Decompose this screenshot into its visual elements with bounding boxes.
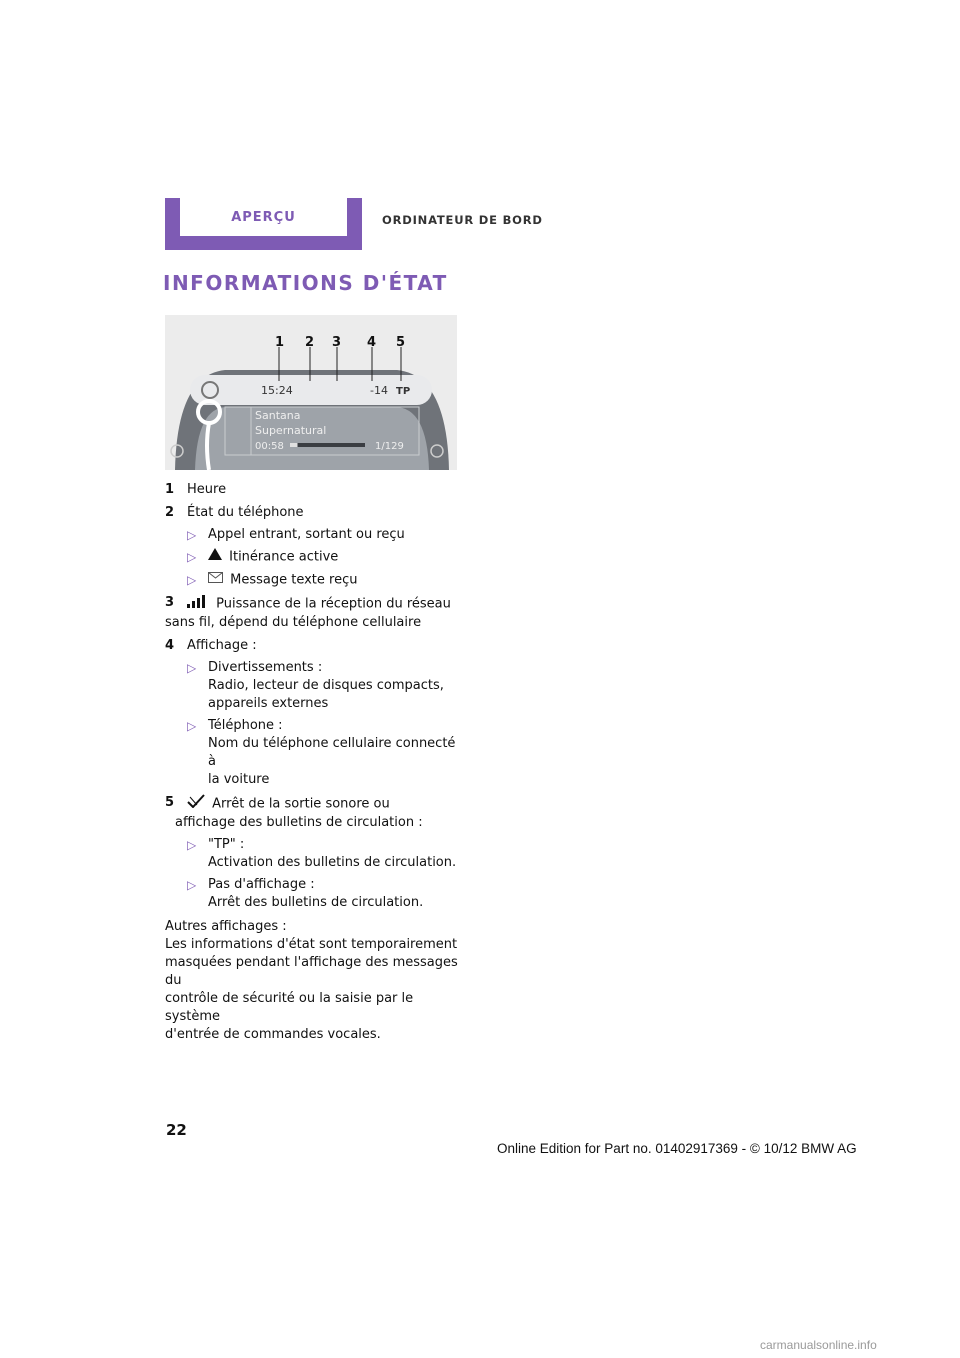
sub-item xyxy=(187,548,465,567)
watermark: carmanualsonline.info xyxy=(760,1338,877,1352)
status-time: 15:24 xyxy=(261,384,293,397)
arrow-icon: ▷ xyxy=(187,572,197,587)
item-number: 3 xyxy=(165,595,175,610)
other-line: masquées pendant l'affichage des messages du xyxy=(165,955,458,988)
display-illustration xyxy=(165,315,457,470)
sub-item xyxy=(187,717,465,789)
header-section-label: ORDINATEUR DE BORD xyxy=(382,213,543,227)
track-elapsed: 00:58 xyxy=(255,441,284,452)
other-line: Les informations d'état sont temporairement xyxy=(165,937,458,952)
track-album: Supernatural xyxy=(255,424,327,437)
sub-item xyxy=(187,526,465,544)
status-outside-value: -14 xyxy=(370,384,388,397)
page-number: 22 xyxy=(166,1121,187,1139)
sub-item-line: Arrêt des bulletins de circulation. xyxy=(208,895,424,910)
arrow-icon: ▷ xyxy=(187,878,197,892)
callout-4: 4 xyxy=(367,335,377,350)
sub-item-line: Radio, lecteur de disques compacts, xyxy=(208,678,444,693)
content xyxy=(165,481,465,1044)
callout-3: 3 xyxy=(332,335,342,350)
list-item-4 xyxy=(165,637,465,789)
item-number: 1 xyxy=(165,482,175,497)
sub-item-text: Appel entrant, sortant ou reçu xyxy=(208,527,405,542)
sub-item-text: Itinérance active xyxy=(229,549,339,565)
sub-item-text: Message texte reçu xyxy=(230,572,358,587)
list-item-2 xyxy=(165,504,465,589)
callout-1: 1 xyxy=(275,335,285,350)
item-text: Puissance de la réception du réseau xyxy=(216,596,451,612)
sub-item xyxy=(187,659,465,713)
callout-5: 5 xyxy=(396,335,406,350)
item-text-continued: sans fil, dépend du téléphone cellulaire xyxy=(165,615,422,630)
signal-bars-icon xyxy=(187,594,209,614)
envelope-icon xyxy=(208,571,223,589)
arrow-icon: ▷ xyxy=(187,719,197,733)
item-number: 5 xyxy=(165,795,175,810)
sub-item-line: la voiture xyxy=(208,772,270,787)
other-line: d'entrée de commandes vocales. xyxy=(165,1027,381,1042)
list-item-5 xyxy=(165,794,465,912)
roaming-triangle-icon xyxy=(208,548,222,566)
item-text: Heure xyxy=(187,482,227,497)
list-item-1 xyxy=(165,481,465,499)
item-number: 4 xyxy=(165,638,175,653)
sub-item xyxy=(187,571,465,590)
arrow-icon: ▷ xyxy=(187,661,197,675)
status-tp: TP xyxy=(396,386,411,397)
item-text: Arrêt de la sortie sonore ou xyxy=(212,796,390,812)
item-text: État du téléphone xyxy=(187,505,304,520)
item-text: Affichage : xyxy=(187,638,257,653)
item-text-continued: affichage des bulletins de circulation : xyxy=(175,815,423,830)
sub-item-line: appareils externes xyxy=(208,696,329,711)
arrow-icon: ▷ xyxy=(187,550,197,564)
item-number: 2 xyxy=(165,505,175,520)
other-line: contrôle de sécurité ou la saisie par le système xyxy=(165,991,414,1024)
footer-edition: Online Edition for Part no. 01402917369 - © 10/12 BMW AG xyxy=(497,1141,857,1156)
sub-item-line: Divertissements : xyxy=(208,660,323,675)
sub-item-line: "TP" : xyxy=(208,837,245,852)
page-title: INFORMATIONS D'ÉTAT xyxy=(163,271,448,295)
track-index: 1/129 xyxy=(375,441,404,452)
sub-item-line: Activation des bulletins de circulation. xyxy=(208,855,457,870)
header-tab-label[interactable]: APERÇU xyxy=(180,198,347,236)
track-title: Santana xyxy=(255,409,301,422)
callout-2: 2 xyxy=(305,335,315,350)
other-heading: Autres affichages : xyxy=(165,919,287,934)
arrow-icon: ▷ xyxy=(187,838,197,852)
sub-item xyxy=(187,836,465,872)
sub-item-line: Nom du téléphone cellulaire connecté à xyxy=(208,736,456,769)
arrow-icon: ▷ xyxy=(187,528,197,542)
other-displays-paragraph xyxy=(165,918,465,1044)
list-item-3 xyxy=(165,594,465,632)
sub-item-line: Pas d'affichage : xyxy=(208,877,315,892)
sub-item-line: Téléphone : xyxy=(208,718,283,733)
mute-check-icon xyxy=(187,794,205,814)
display-figure xyxy=(165,315,457,470)
sub-item xyxy=(187,876,465,912)
